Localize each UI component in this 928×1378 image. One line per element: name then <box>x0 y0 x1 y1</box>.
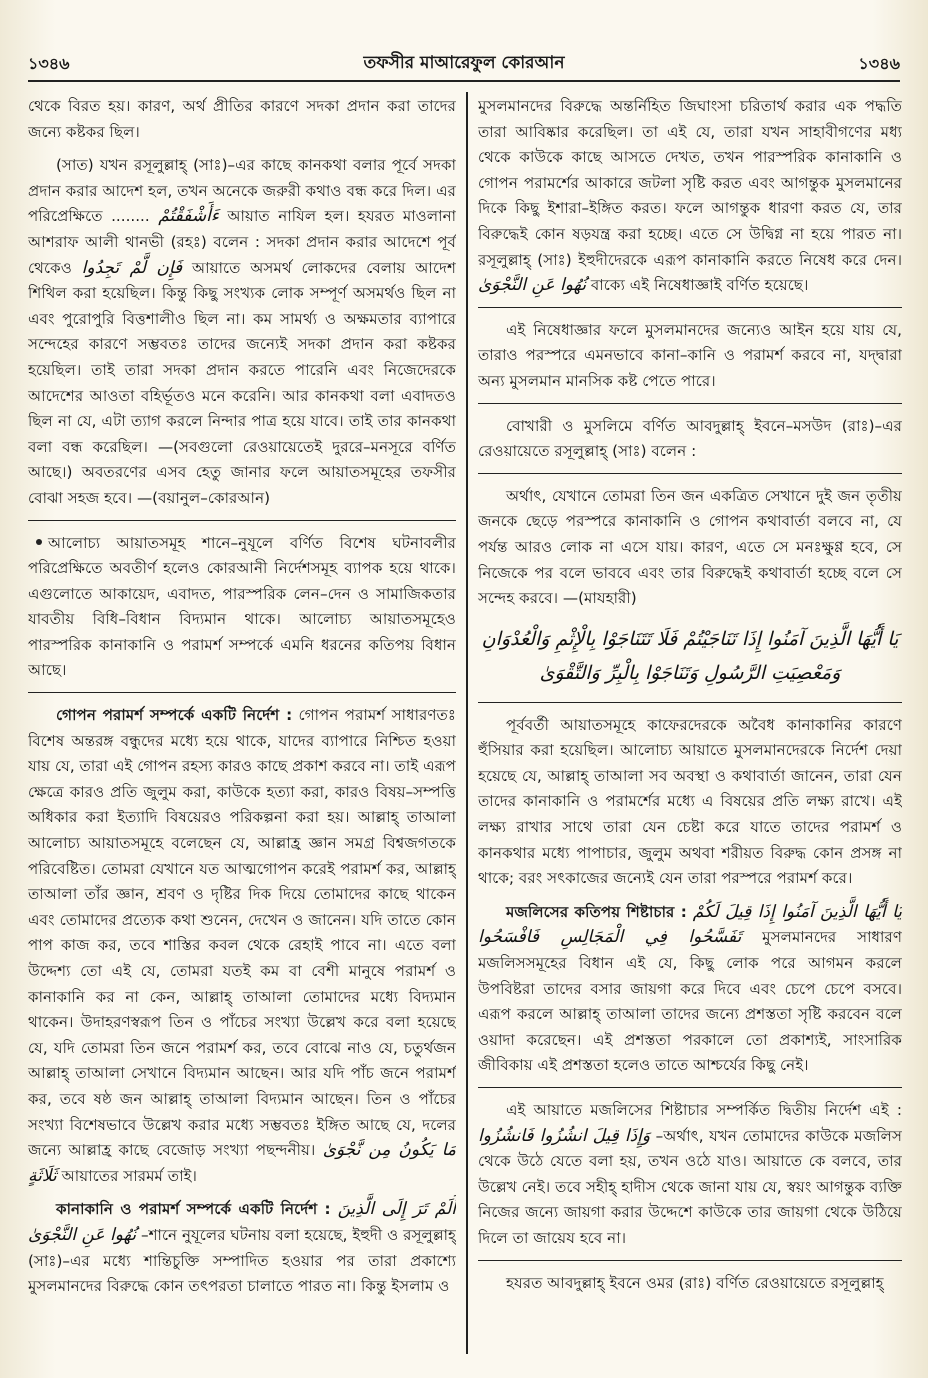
arabic-verse-idha-qila: يَا أَيُّهَا الَّذِينَ آمَنُوا إِذَا قِيلَ لَكُمْ <box>692 901 902 922</box>
section-rule <box>28 520 456 521</box>
bullet-icon <box>36 539 42 545</box>
right-paragraph-3: বোখারী ও মুসলিমে বর্ণিত আবদুল্লাহ্ ইবনে–মসউদ (রাঃ)–এর রেওয়ায়েতে রসূলুল্লাহ্ (সাঃ) বলেন : <box>478 416 902 461</box>
right-p1-text-a: মুসলমানদের বিরুদ্ধে অন্তর্নিহিত জিঘাংসা চরিতার্থ করার এক পদ্ধতি তারা আবিষ্কার করেছিল। তা এই যে, তারা যখন সাহাবীগণের মধ্য থেকে কাউকে কাছে আসতে দেখত, তখন পারস্পরিক কানাকানি ও গোপন পরামর্শের আকারে জটলা সৃষ্টি করত এবং আগন্তুক মুসলমানের দিকে কিছু ইশারা–ইঙ্গিত করত। ফলে আগন্তুক ধারণা করত যে, তার বিরুদ্ধেই কোন ষড়যন্ত্র করা হচ্ছে। এতে সে উদ্বিগ্ন না হয়ে পারত না। রসূলুল্লাহ্ (সাঃ) ইহুদীদেরকে এরূপ কানাকানি করতে নিষেধ করে দেন। <box>478 97 902 269</box>
column-divider <box>466 92 468 1354</box>
right-paragraph-4: অর্থাৎ, যেখানে তোমরা তিন জন একত্রিত সেখানে দুই জন তৃতীয় জনকে ছেড়ে পরস্পরে কানাকানি ও গোপন কথাবার্তা বলবে না, যে পর্যন্ত আরও লোক না এসে যায়। কারণ, এতে সে মনঃক্ষুণ্ণ হবে, সে নিজেকে পর বলে ভাববে এবং তার বিরুদ্ধেই কথাবার্তা হচ্ছে বলে সে সন্দেহ করবে। —(মাযহারী) <box>478 486 902 608</box>
arabic-verse-nuhu-an-najwa: نُهُوا عَنِ النَّجْوَىٰ <box>28 1224 137 1245</box>
right-paragraph-7 <box>478 1098 902 1252</box>
right-paragraph-1 <box>478 94 902 299</box>
left-p2-text-b: আয়াত নাযিল হল। হযরত মাওলানা আশরাফ আলী থানভী (রহঃ) বলেন : সদকা প্রদান করার আদেশে পূর্ব থেকেও <box>28 207 456 277</box>
section-rule <box>478 403 902 404</box>
right-p7-text-a: এই আয়াতে মজলিসের শিষ্টাচার সম্পর্কিত দ্বিতীয় নির্দেশ এই : <box>506 1101 902 1119</box>
left-p4-body: গোপন পরামর্শ সাধারণতঃ বিশেষ অন্তরঙ্গ বন্ধুদের মধ্যে হয়ে থাকে, যাদের ব্যাপারে নিশ্চিত হওয়া যায় যে, তারা এই গোপন রহস্য কারও কাছে প্রকাশ করবে না। তাই এরূপ ক্ষেত্রে কারও প্রতি জুলুম করা, কাউকে হত্যা করা, কারও বিষয়–সম্পত্তি অধিকার করা ইত্যাদি বিষয়েরও পরিকল্পনা করা হয়। আল্লাহ্ তাআলা আলোচ্য আয়াতসমূহে বলেছেন যে, আল্লাহ্র জ্ঞান সমগ্র বিশ্বজগতকে পরিবেষ্টিত। তোমরা যেখানে যত আত্মগোপন করেই পরামর্শ কর, আল্লাহ্ তাআলা তাঁর জ্ঞান, শ্রবণ ও দৃষ্টির দিক দিয়ে তোমাদের কাছে থাকেন এবং তোমাদের প্রত্যেক কথা শুনেন, দেখেন ও জানেন। যদি তাতে কোন পাপ কাজ কর, তবে শাস্তির কবল থেকে রেহাই পাবে না। এতে বলা উদ্দেশ্য তো এই যে, তোমরা যতই কম বা বেশী মানুষে পরামর্শ ও কানাকানি কর না কেন, আল্লাহ্ তাআলা তোমাদের মধ্যে বিদ্যমান থাকেন। উদাহরণস্বরূপ তিন ও পাঁচের সংখ্যা উল্লেখ করে বলা হয়েছে যে, যদি তোমরা তিন জনে পরামর্শ কর, তবে বোঝে নাও যে, চতুর্থজন আল্লাহ্ তাআলা সেখানে বিদ্যমান আছেন। আর যদি পাঁচ জনে পরামর্শ কর, তবে ষষ্ঠ জন আল্লাহ্ তাআলা বিদ্যমান আছেন। তিন ও পাঁচের সংখ্যা বিশেষভাবে উল্লেখ করার মধ্যে সম্ভবতঃ ইঙ্গিত আছে যে, দলের জন্যে আল্লাহ্র কাছে বেজোড় সংখ্যা পছন্দনীয়। <box>28 706 456 1160</box>
left-paragraph-5 <box>28 1197 456 1299</box>
right-paragraph-2: এই নিষেধাজ্ঞার ফলে মুসলমানদের জন্যেও আইন হয়ে যায় যে, তারাও পরস্পরে এমনভাবে কানা–কানি ও পরামর্শ করবে না, যদ্দ্বারা অন্য মুসলমান মানসিক কষ্ট পেতে পারে। <box>478 320 902 390</box>
arabic-verse-ashfaqtum: ءَأَشْفَقْتُمْ <box>158 206 219 227</box>
section-rule <box>478 1260 902 1261</box>
right-p1-text-b: বাক্যে এই নিষেধাজ্ঞাই বর্ণিত হয়েছে। <box>590 276 809 295</box>
section-rule <box>478 307 902 308</box>
left-column <box>28 94 456 1354</box>
right-paragraph-5: পূর্ববর্তী আয়াতসমূহে কাফেরদেরকে অবৈধ কানাকানির কারণে হুঁসিয়ার করা হয়েছিল। আলোচ্য আয়াতে মুসলমানদেরকে নির্দেশ দেয়া হয়েছে যে, আল্লাহ্ তাআলা সব অবস্থা ও কথাবার্তা জানেন, তারা যেন তাদের কানাকানি ও পরামর্শের মধ্যে এ বিষয়ের প্রতি লক্ষ্য রাখে। এই লক্ষ্য রাখার সাথে তারা যেন চেষ্টা করে যাতে তাদের পরামর্শ ও কানকথার মধ্যে পাপাচার, জুলুম অথবা শরীয়ত বিরুদ্ধ কোন প্রসঙ্গ না থাকে; বরং সৎকাজের জন্যেই যেন তারা পরস্পরে পরামর্শ করে। <box>478 715 902 888</box>
arabic-verse-alam-tara: أَلَمْ تَرَ إِلَى الَّذِينَ <box>337 1199 456 1220</box>
quran-verse-block <box>478 622 902 690</box>
right-page-number: ১৩৪৬ <box>858 53 900 73</box>
right-paragraph-8: হযরত আবদুল্লাহ্ ইবনে ওমর (রাঃ) বর্ণিত রেওয়ায়েতে রসূলুল্লাহ্ <box>506 1273 884 1292</box>
right-column <box>478 94 902 1354</box>
whispering-heading: কানাকানি ও পরামর্শ সম্পর্কে একটি নির্দেশ : <box>56 1200 331 1219</box>
majlis-etiquette-heading: মজলিসের কতিপয় শিষ্টাচার : <box>506 902 687 921</box>
quran-verse-line-2: وَمَعْصِيَتِ الرَّسُولِ وَتَنَاجَوْا بِالْبِرِّ وَالتَّقْوَىٰ <box>539 661 841 684</box>
left-p5-body: –শানে নুযূলের ঘটনায় বলা হয়েছে, ইহুদী ও রসূলুল্লাহ্ (সাঃ)–এর মধ্যে শান্তিচুক্তি সম্পাদিত হওয়ার পর তারা প্রকাশ্যে মুসলমানদের বিরুদ্ধে কোন তৎপরতা চালাতে পারত না। কিন্তু ইসলাম ও <box>28 1225 456 1296</box>
arabic-verse-nuhu: نُهُوا عَنِ النَّجْوَىٰ <box>478 275 587 296</box>
left-p2-text-a: (সাত) যখন রসূলুল্লাহ্ (সাঃ)–এর কাছে কানকথা বলার পূর্বে সদকা প্রদান করার আদেশ হল, তখন অনেকে জরুরী কথাও বন্ধ করে দিল। এর পরিপ্রেক্ষিতে ........ <box>28 156 456 226</box>
book-title: তফসীর মাআরেফুল কোরআন <box>363 53 565 73</box>
left-paragraph-2 <box>28 153 456 511</box>
left-paragraph-3 <box>28 531 456 685</box>
secret-consultation-heading: গোপন পরামর্শ সম্পর্কে একটি নির্দেশ : <box>56 706 293 725</box>
page-header <box>28 48 900 82</box>
left-p3-text: আলোচ্য আয়াতসমূহ শানে–নুযূলে বর্ণিত বিশেষ ঘটনাবলীর পরিপ্রেক্ষিতে অবতীর্ণ হলেও কোরআনী নির্দেশসমূহ ব্যাপক হয়ে থাকে। এগুলোতে আকায়েদ, এবাদত, পারস্পরিক লেন–দেন ও সামাজিকতার যাবতীয় বিধি–বিধান বিদ্যমান থাকে। আলোচ্য আয়াতসমূহেও পারস্পরিক কানাকানি ও পরামর্শ সম্পর্কে এমনি ধরনের কতিপয় বিধান আছে। <box>28 533 456 680</box>
arabic-verse-tafassahu: تَفَسَّحُوا فِي الْمَجَالِسِ فَافْسَحُوا <box>478 927 742 948</box>
arabic-verse-ma-yakunu: مَا يَكُونُ مِن نَّجْوَىٰ ثَلَاثَةٍ <box>28 1140 456 1186</box>
arabic-verse-fain-lam: فَإِن لَّمْ تَجِدُوا <box>81 257 183 278</box>
left-paragraph-1: থেকে বিরত হয়। কারণ, অর্থ প্রীতির কারণে সদকা প্রদান করা তাদের জন্যে কষ্টকর ছিল। <box>28 97 456 141</box>
quran-verse-line-1: يَا أَيُّهَا الَّذِينَ آمَنُوا إِذَا تَنَاجَيْتُمْ فَلَا تَتَنَاجَوْا بِالْإِثْمِ وَالْعُدْوَانِ <box>481 627 899 650</box>
left-paragraph-4 <box>28 703 456 1189</box>
section-rule <box>28 692 456 693</box>
right-p6-body: মুসলমানদের সাধারণ মজলিসসমূহের বিধান এই যে, কিছু লোক পরে আগমন করলে উপবিষ্টরা তাদের বসার জায়গা করে দিবে এবং চেপে চেপে বসবে। এরূপ করলে আল্লাহ্ তাআলা তাদের জন্যে প্রশস্ততা সৃষ্টি করবেন বলে ওয়াদা করেছেন। এই প্রশস্ততা পরকালে তো প্রকাশ্যই, সাংসারিক জীবিকায় এই প্রশস্ততা হলেও তাতে আশ্চর্যের কিছু নেই। <box>478 928 902 1075</box>
section-rule <box>478 473 902 474</box>
arabic-verse-unshuzu: وَإِذَا قِيلَ انشُزُوا فَانشُزُوا <box>478 1125 651 1146</box>
left-p2-text-c: আয়াতে অসমর্থ লোকদের বেলায় আদেশ শিথিল করা হয়েছিল। কিন্তু কিছু সংখ্যক লোক সম্পূর্ণ অসমর্থও ছিল না এবং পুরোপুরি বিত্তশালীও ছিল না। কম সামর্থ্য ও অক্ষমতার ব্যাপারে সন্দেহের কারণে সম্ভবতঃ তাদের জন্যেই সদকা প্রদান করা কষ্টকর হয়েছিল। তাই তারা সদকা প্রদান করতে পারেনি এবং নিজেদেরকে আদেশের আওতা বহির্ভূতও মনে করেনি। আর কানকথা বলা এবাদতও ছিল না যে, এটা ত্যাগ করলে নিন্দার পাত্র হয়ে যাবে। তাই তার কানকথা বলা বন্ধ করেছিল। —(সবগুলো রেওয়ায়েতেই দুররে–মনসূরে বর্ণিত আছে।) অবতরণের এসব হেতু জানার ফলে আয়াতসমূহের তফসীর বোঝা সহজ হবে। —(বয়ানুল–কোরআন) <box>28 258 456 507</box>
right-paragraph-6 <box>478 900 902 1079</box>
section-rule <box>478 1087 902 1088</box>
left-page-number: ১৩৪৬ <box>28 53 70 73</box>
right-p7-text-b: –অর্থাৎ, যখন তোমাদের কাউকে মজলিস থেকে উঠে যেতে বলা হয়, তখন ওঠে যাও। আয়াতে কে বলবে, তার উল্লেখ নেই। তবে সহীহ্ হাদীস থেকে জানা যায় যে, স্বয়ং আগন্তুক ব্যক্তি নিজের জন্যে জায়গা করার উদ্দেশে কাউকে তার জায়গা থেকে উঠিয়ে দিলে তা জায়েয হবে না। <box>478 1126 902 1247</box>
left-p4-tail: আয়াতের সারমর্ম তাই। <box>61 1166 197 1185</box>
section-rule <box>478 702 902 703</box>
